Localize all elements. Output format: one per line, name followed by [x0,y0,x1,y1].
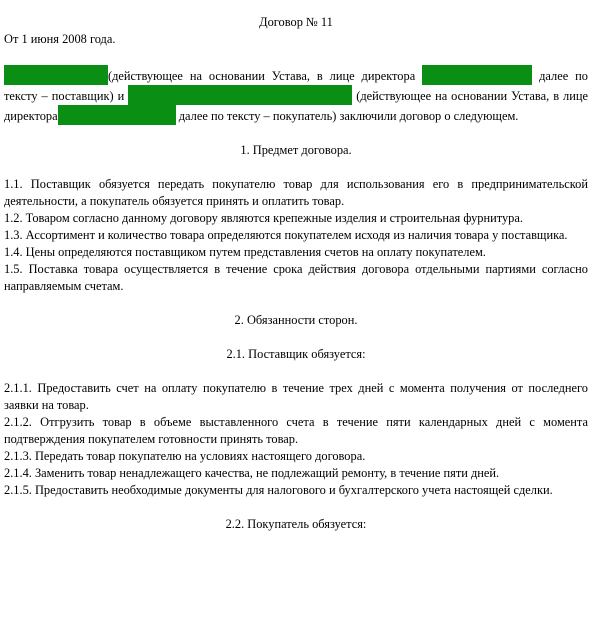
clause-1-5: 1.5. Поставка товара осуществляется в течение срока действия договора отдельными партиями согласно направляемым счетам. [4,262,588,293]
subsection-2-2-heading: 2.2. Покупатель обязуется: [225,517,367,531]
clause-1-3: 1.3. Ассортимент и количество товара определяются покупателем исходя из наличия товара у поставщика. [4,228,568,242]
spacer [4,125,588,142]
spacer [4,159,588,176]
preamble-part-1: (действующее на основании Устава, в лице директора [108,69,416,83]
clause-1-1: 1.1. Поставщик обязуется передать покупателю товар для использования его в предпринимательской деятельности, а покупатель обязуется принять и оплатить товар. [4,177,588,208]
spacer [4,329,588,346]
clause-2-1-2: 2.1.2. Отгрузить товар в объеме выставленного счета в течение пяти календарных дней с момента подтверждения покупателем готовности принять товар. [4,415,588,446]
spacer [4,295,588,312]
preamble-part-2: далее по тексту – поставщик) и [4,69,588,103]
clause-2-1-5: 2.1.5. Предоставить необходимые документы для налогового и бухгалтерского учета настоящей сделки. [4,483,553,497]
clause-2-1-4: 2.1.4. Заменить товар ненадлежащего качества, не подлежащий ремонту, в течение пяти дней. [4,466,500,480]
redacted-buyer-name [128,85,352,105]
preamble-paragraph [4,65,588,125]
section-1-heading: 1. Предмет договора. [240,143,352,157]
clause-1-4: 1.4. Цены определяются поставщиком путем представления счетов на оплату покупателем. [4,245,486,259]
redacted-buyer-director [58,105,176,125]
document-title: Договор № 11 [259,15,333,29]
redacted-supplier-name [4,65,108,85]
spacer [4,48,588,65]
document-page [4,14,588,533]
document-date: От 1 июня 2008 года. [4,32,116,46]
spacer [4,363,588,380]
subsection-2-1-heading: 2.1. Поставщик обязуется: [226,347,366,361]
clause-2-1-1: 2.1.1. Предоставить счет на оплату покупателю в течение трех дней с момента получения от последнего заявки на товар. [4,381,588,412]
redacted-supplier-director [422,65,532,85]
preamble-part-4: далее по тексту – покупатель) заключили договор о следующем. [178,109,519,123]
preamble-part-3: (действующее на основании Устава, в лице директора [4,89,588,123]
clause-2-1-3: 2.1.3. Передать товар покупателю на условиях настоящего договора. [4,449,366,463]
clause-1-2: 1.2. Товаром согласно данному договору являются крепежные изделия и строительная фурнитура. [4,211,523,225]
section-2-heading: 2. Обязанности сторон. [234,313,358,327]
spacer [4,499,588,516]
